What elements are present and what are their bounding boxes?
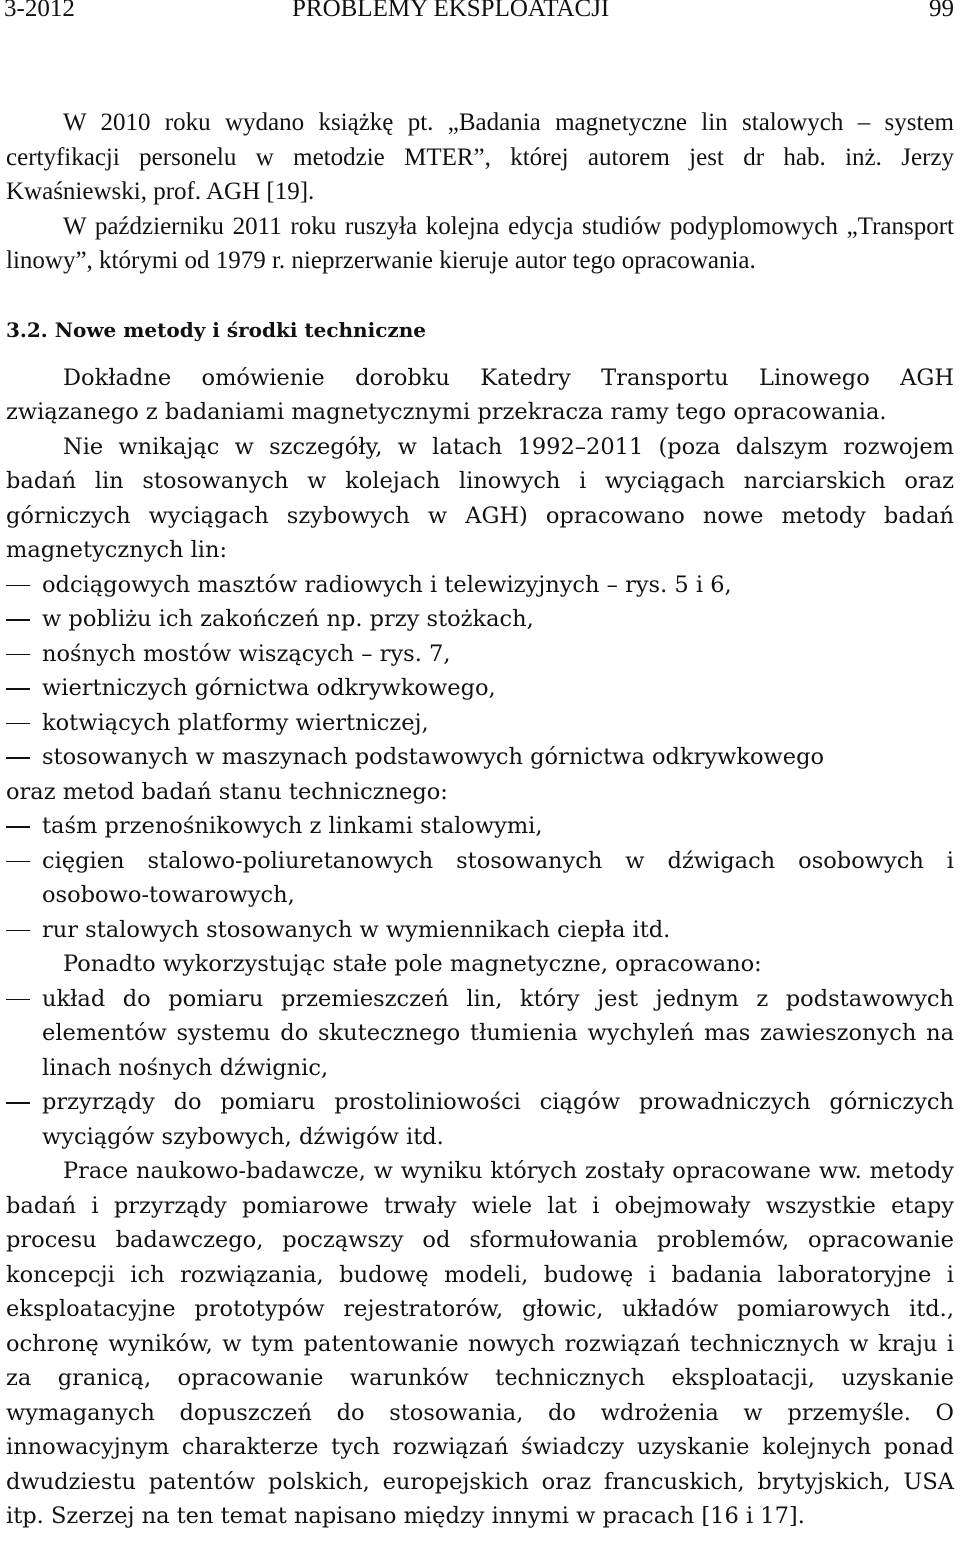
list-item: taśm przenośnikowych z linkami stalowymi, — [6, 809, 954, 844]
running-header — [4, 0, 954, 24]
list-item: układ do pomiaru przemieszczeń lin, który jest jednym z podstawowych elementów systemu do skutecznego tłumienia wychyleń mas zawieszonych na linach nośnych dźwignic, — [6, 982, 954, 1086]
list-item: cięgien stalowo-poliuretanowych stosowanych w dźwigach osobowych i osobowo-towarowych, — [6, 844, 954, 913]
list-rope-methods — [6, 568, 954, 775]
list-item: przyrządy do pomiaru prostoliniowości ciągów prowadniczych górniczych wyciągów szybowych, dźwigów itd. — [6, 1085, 954, 1154]
paragraph-book: W 2010 roku wydano książkę pt. „Badania magnetyczne lin stalowych – system certyfikacji personelu w metodzie MTER”, której autorem jest dr hab. inż. Jerzy Kwaśniewski, prof. AGH [19]. — [6, 109, 954, 205]
list-item: odciągowych masztów radiowych i telewizyjnych – rys. 5 i 6, — [6, 568, 954, 603]
paragraph-intro: Dokładne omówienie dorobku Katedry Transportu Linowego AGH związanego z badaniami magnetycznymi przekracza ramy tego opracowania. — [6, 364, 954, 425]
paragraph-field: Ponadto wykorzystując stałe pole magnetyczne, opracowano: — [63, 951, 762, 977]
paragraph-methods: Nie wnikając w szczegóły, w latach 1992–2011 (poza dalszym rozwojem badań lin stosowanych w kolejach linowych i wyciągach narciarskich oraz górniczych wyciągach szybowych w AGH) opracowano nowe metody badań magnetycznych lin: — [6, 433, 954, 563]
list-state-methods — [6, 809, 954, 947]
list-devices — [6, 982, 954, 1155]
journal-title: PROBLEMY EKSPLOATACJI — [292, 0, 610, 22]
list-item: nośnych mostów wiszących – rys. 7, — [6, 637, 954, 672]
list-item: wiertniczych górnictwa odkrywkowego, — [6, 671, 954, 706]
paragraph-studies: W październiku 2011 roku ruszyła kolejna edycja studiów podyplomowych „Transport linowy”, którymi od 1979 r. nieprzerwanie kieruje autor tego opracowania. — [6, 212, 954, 274]
list-item: rur stalowych stosowanych w wymiennikach ciepła itd. — [6, 913, 954, 948]
journal-issue: 3-2012 — [4, 0, 75, 22]
page-body — [6, 106, 954, 1534]
paragraph-state: oraz metod badań stanu technicznego: — [6, 778, 448, 805]
list-item: kotwiących platformy wiertniczej, — [6, 706, 954, 741]
page-number: 99 — [929, 0, 954, 22]
list-item: stosowanych w maszynach podstawowych górnictwa odkrywkowego — [6, 740, 954, 775]
list-item: w pobliżu ich zakończeń np. przy stożkach, — [6, 602, 954, 637]
paragraph-research: Prace naukowo-badawcze, w wyniku których zostały opracowane ww. metody badań i przyrządy pomiarowe trwały wiele lat i obejmowały wszystkie etapy procesu badawczego, począwszy od sformułowania problemów, opracowanie koncepcji ich rozwiązania, budowę modeli, budowę i badania laboratoryjne i eksploatacyjne prototypów rejestratorów, głowic, układów pomiarowych itd., ochronę wyników, w tym patentowanie nowych rozwiązań technicznych w kraju i za granicą, opracowanie warunków technicznych eksploatacji, uzyskanie wymaganych dopuszczeń do stosowania, do wdrożenia w przemyśle. O innowacyjnym charakterze tych rozwiązań świadczy uzyskanie kolejnych ponad dwudziestu patentów polskich, europejskich oraz francuskich, brytyjskich, USA itp. Szerzej na ten temat napisano między innymi w pracach [16 i 17]. — [6, 1158, 954, 1529]
section-heading: 3.2. Nowe metody i środki techniczne — [6, 317, 426, 342]
